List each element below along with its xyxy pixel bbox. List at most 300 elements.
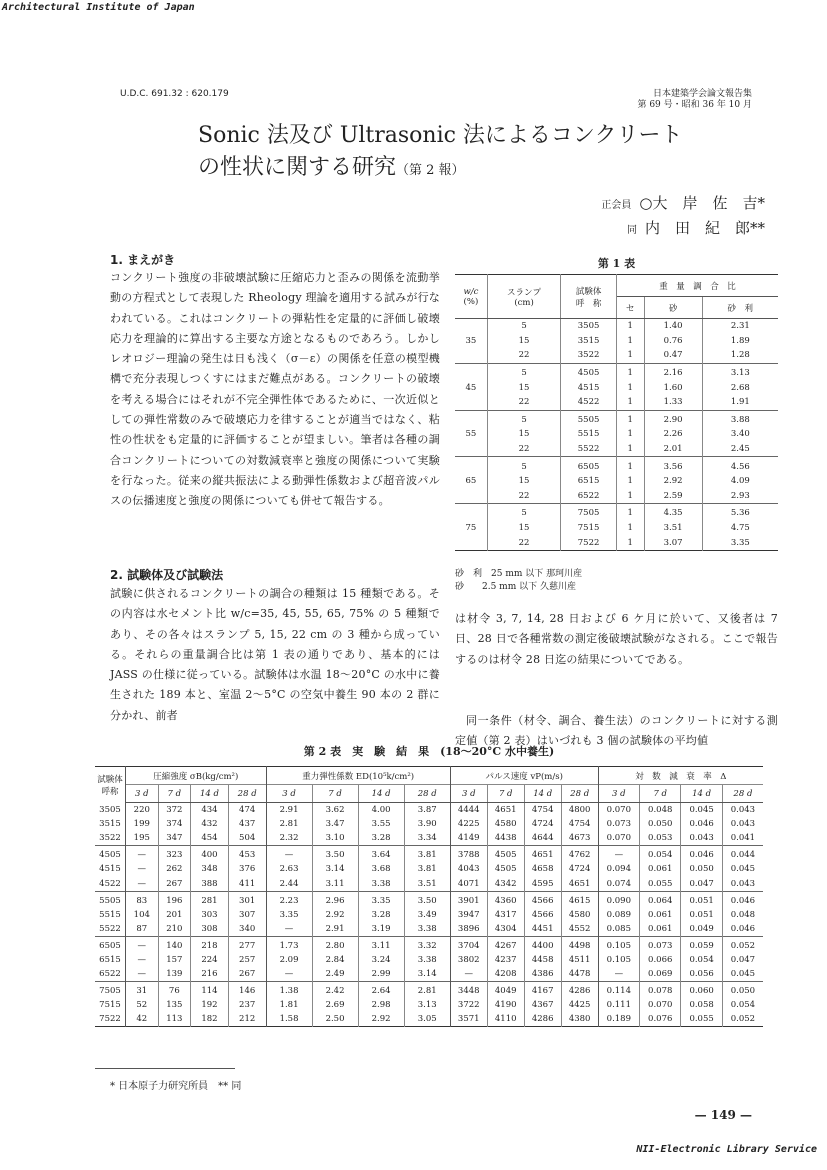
table-cell: 0.069 (640, 967, 681, 982)
table-row (455, 363, 778, 380)
table-cell: 3.38 (404, 953, 450, 967)
table-cell: 224 (191, 953, 229, 967)
table-cell: 3802 (450, 953, 487, 967)
table-cell: 1.91 (730, 397, 750, 408)
table-row (455, 319, 778, 334)
table-cell: 146 (228, 982, 266, 999)
day-header: 7 d (158, 785, 191, 803)
table-cell: 0.089 (598, 908, 639, 922)
table-cell: 218 (191, 936, 229, 953)
table-cell: 2.49 (312, 967, 358, 982)
table-cell: 3.11 (312, 876, 358, 891)
table-cell: 0.045 (730, 969, 756, 980)
table-cell: 0.074 (598, 876, 639, 891)
table-cell: 4049 (487, 982, 524, 999)
table-cell: 1.28 (730, 350, 750, 361)
title-line-1: Sonic 法及び Ultrasonic 法によるコンクリート (198, 123, 683, 148)
table-cell: 267 (158, 876, 191, 891)
table-cell: 348 (191, 862, 229, 876)
table-cell: 1 (616, 504, 644, 521)
table-cell: 140 (158, 936, 191, 953)
day-header: 7 d (487, 785, 524, 803)
table-cell: 4522 (561, 395, 617, 410)
page-number: — 149 — (694, 1108, 752, 1122)
table-cell: 3.13 (404, 998, 450, 1012)
table-cell: 3901 (450, 891, 487, 908)
table-cell: 2.50 (312, 1012, 358, 1027)
table-cell: 4754 (561, 817, 598, 831)
table-row (455, 521, 778, 536)
table-row (455, 380, 778, 395)
table-cell: 4595 (524, 876, 561, 891)
table-cell: 76 (158, 982, 191, 999)
table-cell: 4400 (524, 936, 561, 953)
table-cell: 4225 (450, 817, 487, 831)
table-cell: 0.046 (681, 846, 722, 863)
table-cell: 182 (191, 1012, 229, 1027)
note-gravel: 砂 利 25 mm 以下 那珂川産 (455, 569, 583, 579)
table-cell: 1 (616, 348, 644, 363)
table-cell: 15 (487, 334, 560, 349)
table-cell: 1 (616, 535, 644, 550)
table-cell: 0.094 (598, 862, 639, 876)
table-cell: 4658 (524, 862, 561, 876)
table-cell: 0.090 (598, 891, 639, 908)
specimen-cell: 6522 (95, 967, 126, 982)
table-row (455, 442, 778, 457)
table-row (455, 410, 778, 427)
table-cell: 0.051 (681, 908, 722, 922)
table-cell: 2.90 (644, 410, 702, 427)
table-cell: 4651 (487, 803, 524, 818)
table-cell: 4451 (524, 922, 561, 937)
table-cell: 3896 (450, 922, 487, 937)
table-cell: 2.44 (266, 876, 312, 891)
table-cell: 4267 (487, 936, 524, 953)
table-cell: 0.052 (722, 936, 763, 953)
table-row (95, 967, 763, 982)
table-cell: 1 (616, 427, 644, 442)
table-cell: 4754 (524, 803, 561, 818)
table-cell: 4615 (561, 891, 598, 908)
table-cell: 3.34 (404, 831, 450, 846)
footnote-rule (95, 1068, 235, 1069)
table-cell: 474 (228, 803, 266, 818)
table-cell: — (266, 967, 312, 982)
table-cell: 216 (191, 967, 229, 982)
table-cell: 3505 (561, 319, 617, 334)
table-cell: 3.38 (404, 922, 450, 937)
table-cell: 4.09 (730, 476, 750, 487)
table-cell: 0.054 (681, 953, 722, 967)
table-cell: 5 (487, 363, 560, 380)
day-header: 3 d (598, 785, 639, 803)
table-cell: 0.47 (644, 348, 702, 363)
table-cell: 3.14 (404, 967, 450, 982)
table-cell: 1.73 (266, 936, 312, 953)
table-cell: 0.049 (681, 922, 722, 937)
table-cell: 3.11 (358, 936, 404, 953)
table-cell: 0.114 (598, 982, 639, 999)
table-cell: 323 (158, 846, 191, 863)
table-cell: 4515 (561, 380, 617, 395)
table-cell: 1 (616, 363, 644, 380)
table-cell: 2.81 (266, 817, 312, 831)
table-cell: 432 (191, 817, 229, 831)
table-row (95, 982, 763, 999)
table-cell: 372 (158, 803, 191, 818)
table-cell: 4286 (524, 1012, 561, 1027)
table-cell: 0.048 (640, 803, 681, 818)
table-2-caption: 第 2 表 実 験 結 果 (18～20°C 水中養生) (303, 745, 555, 758)
section-2-title: 2. 試験体及び試験法 (110, 568, 224, 582)
table-cell: 3.35 (358, 891, 404, 908)
table-cell: 4580 (487, 817, 524, 831)
table-cell: 2.59 (644, 489, 702, 504)
table-cell: 2.98 (358, 998, 404, 1012)
specimen-cell: 5515 (95, 908, 126, 922)
author-role: 正会員 (601, 200, 632, 211)
table-cell: 3.05 (404, 1012, 450, 1027)
table-cell: 4190 (487, 998, 524, 1012)
table-cell: 7515 (561, 521, 617, 536)
table-cell: 2.92 (312, 908, 358, 922)
table-cell: 3.81 (404, 846, 450, 863)
table-cell: 2.93 (730, 490, 750, 501)
table-cell: 1 (616, 457, 644, 474)
table-cell: 22 (487, 535, 560, 550)
table-cell: 1 (616, 521, 644, 536)
table-cell: 308 (191, 922, 229, 937)
table-row (95, 922, 763, 937)
table-cell: 0.070 (598, 831, 639, 846)
table-cell: 2.31 (730, 321, 750, 332)
table-cell: 340 (228, 922, 266, 937)
table-cell: 22 (487, 348, 560, 363)
table-cell: 0.050 (640, 817, 681, 831)
table-row (95, 846, 763, 863)
specimen-cell: 5505 (95, 891, 126, 908)
table-cell: 5 (487, 410, 560, 427)
table-cell: 2.32 (266, 831, 312, 846)
table-cell: 4167 (524, 982, 561, 999)
table-cell: 2.91 (266, 803, 312, 818)
table-row (95, 891, 763, 908)
table-cell: 4505 (487, 846, 524, 863)
table-cell: 0.076 (640, 1012, 681, 1027)
table-cell: 4425 (561, 998, 598, 1012)
table-cell: 4386 (524, 967, 561, 982)
table-cell: 201 (158, 908, 191, 922)
table-cell: 2.63 (266, 862, 312, 876)
table-cell: 3.87 (404, 803, 450, 818)
specimen-cell: 7505 (95, 982, 126, 999)
day-header: 28 d (561, 785, 598, 803)
table-cell: 0.056 (681, 967, 722, 982)
table-cell: 2.09 (266, 953, 312, 967)
table-cell: 4724 (561, 862, 598, 876)
table-cell: 7505 (561, 504, 617, 521)
table-cell: 3.47 (312, 817, 358, 831)
table-cell: 5 (487, 504, 560, 521)
table-cell: 4505 (561, 363, 617, 380)
table-cell: 4286 (561, 982, 598, 999)
table-row (95, 998, 763, 1012)
table-cell: 262 (158, 862, 191, 876)
udc-code: U.D.C. 691.32 : 620.179 (120, 89, 229, 99)
table-cell: 3.64 (358, 846, 404, 863)
table-cell: 6505 (561, 457, 617, 474)
table-cell: 5.36 (702, 504, 778, 521)
table-cell: 3.38 (358, 876, 404, 891)
title-subtitle: （第 2 報） (396, 163, 465, 178)
table-cell: 3.81 (404, 862, 450, 876)
table-cell: 22 (487, 442, 560, 457)
col-compressive: 圧縮強度 σB(kg/cm²) (126, 767, 267, 785)
paper-title (198, 120, 683, 187)
table-cell: 2.68 (730, 382, 750, 393)
table-cell: 0.045 (681, 803, 722, 818)
table-cell: 4342 (487, 876, 524, 891)
table-cell: 2.26 (644, 427, 702, 442)
table-cell: — (450, 967, 487, 982)
specimen-cell: 4515 (95, 862, 126, 876)
table-cell: 4651 (561, 876, 598, 891)
wc-cell: 45 (455, 363, 487, 410)
table-cell: 4149 (450, 831, 487, 846)
section-1-title: 1. まえがき (110, 253, 176, 267)
table-cell: 4673 (561, 831, 598, 846)
table-cell: 0.105 (598, 953, 639, 967)
table-cell: 0.051 (681, 891, 722, 908)
table-cell: 411 (228, 876, 266, 891)
table-cell: 4566 (524, 891, 561, 908)
table-cell: 6522 (561, 489, 617, 504)
table-cell: 1.38 (266, 982, 312, 999)
table-cell: 453 (228, 846, 266, 863)
table-cell: 4651 (524, 846, 561, 863)
table-cell: 139 (158, 967, 191, 982)
footnote: * 日本原子力研究所員 ** 同 (110, 1081, 242, 1092)
table-cell: 0.055 (681, 1012, 722, 1027)
col-slump: スランプ (cm) (487, 275, 560, 319)
right-body-2: 同一条件（材令、調合、養生法）のコンクリートに対する測定値（第 2 表）はいづれも 3 個の試験体の平均値 (455, 714, 778, 748)
table-cell: 4380 (561, 1012, 598, 1027)
table-cell: 0.061 (640, 922, 681, 937)
author-name: ○大 岸 佐 吉* (639, 194, 765, 212)
table-cell: 2.23 (266, 891, 312, 908)
table-cell: 2.96 (312, 891, 358, 908)
table-cell: 3.28 (358, 908, 404, 922)
table-cell: 3.90 (404, 817, 450, 831)
table-cell: 3722 (450, 998, 487, 1012)
table-cell: 4458 (524, 953, 561, 967)
table-cell: 0.76 (644, 334, 702, 349)
table-cell: 2.01 (644, 442, 702, 457)
table-cell: 3.32 (404, 936, 450, 953)
table-cell: 0.054 (730, 1000, 756, 1011)
table-cell: 0.066 (640, 953, 681, 967)
wc-cell: 35 (455, 319, 487, 364)
table-cell: 157 (158, 953, 191, 967)
table-cell: 1.40 (644, 319, 702, 334)
table-cell: 0.070 (598, 803, 639, 818)
table-cell: 0.064 (640, 891, 681, 908)
table-cell: 4478 (561, 967, 598, 982)
table-cell: 303 (191, 908, 229, 922)
table-cell: 3.51 (644, 521, 702, 536)
table-cell: 267 (228, 967, 266, 982)
table-cell: 0.052 (730, 1014, 756, 1025)
table-cell: 1.58 (266, 1012, 312, 1027)
specimen-cell: 6505 (95, 936, 126, 953)
table-cell: 3.88 (702, 410, 778, 427)
table-cell: 0.047 (730, 954, 756, 965)
table-cell: 0.046 (730, 923, 756, 934)
author-role: 同 (626, 225, 637, 236)
table-cell: 281 (191, 891, 229, 908)
table-cell: 3.24 (358, 953, 404, 967)
table-cell: 0.054 (640, 846, 681, 863)
day-header: 3 d (126, 785, 159, 803)
table-cell: 4644 (524, 831, 561, 846)
specimen-cell: 6515 (95, 953, 126, 967)
col-decrement: 対 数 減 衰 率 Δ (635, 771, 727, 782)
table-cell: 0.059 (681, 936, 722, 953)
table-cell: 3.28 (358, 831, 404, 846)
table-row (455, 348, 778, 363)
table-cell: 3571 (450, 1012, 487, 1027)
table-cell: 237 (228, 998, 266, 1012)
table-cell: 307 (228, 908, 266, 922)
table-row (455, 489, 778, 504)
table-cell: 4317 (487, 908, 524, 922)
table-cell: 0.046 (722, 891, 763, 908)
table-cell: 5515 (561, 427, 617, 442)
specimen-cell: 4522 (95, 876, 126, 891)
table-cell: 4566 (524, 908, 561, 922)
table-cell: 0.043 (681, 831, 722, 846)
table-cell: 2.92 (644, 474, 702, 489)
day-header: 14 d (524, 785, 561, 803)
table-cell: 0.045 (730, 864, 756, 875)
table-cell: 2.16 (644, 363, 702, 380)
table-row (455, 427, 778, 442)
table-cell: 4208 (487, 967, 524, 982)
table-cell: 3448 (450, 982, 487, 999)
table-cell: 3947 (450, 908, 487, 922)
table-cell: — (266, 846, 312, 863)
table-cell: 87 (126, 922, 159, 937)
table-row (455, 395, 778, 410)
table-cell: 1.60 (644, 380, 702, 395)
table-cell: 0.046 (681, 817, 722, 831)
table-cell: 4110 (487, 1012, 524, 1027)
table-cell: — (126, 953, 159, 967)
table-cell: 3.50 (404, 891, 450, 908)
table-cell: 0.189 (598, 1012, 639, 1027)
table-cell: 3.62 (312, 803, 358, 818)
table-cell: 3704 (450, 936, 487, 953)
table-cell: 1 (616, 319, 644, 334)
day-header: 3 d (450, 785, 487, 803)
table-cell: 4360 (487, 891, 524, 908)
table-1 (455, 274, 778, 551)
day-header: 28 d (722, 785, 763, 803)
journal-name: 日本建築学会論文報告集 (652, 89, 752, 99)
table-cell: — (266, 922, 312, 937)
table-cell: 22 (487, 489, 560, 504)
table-row (95, 817, 763, 831)
table-cell: 5505 (561, 410, 617, 427)
table-cell: 347 (158, 831, 191, 846)
table-cell: 4724 (524, 817, 561, 831)
table-cell: 437 (228, 817, 266, 831)
table-row (455, 474, 778, 489)
table-cell: — (126, 846, 159, 863)
author-2 (627, 217, 765, 238)
table-row (95, 803, 763, 818)
table-cell: 4.75 (730, 523, 750, 534)
table-cell: 0.061 (640, 862, 681, 876)
table-cell: 257 (228, 953, 266, 967)
table-cell: 4505 (487, 862, 524, 876)
table-cell: 374 (158, 817, 191, 831)
table-cell: 4367 (524, 998, 561, 1012)
table-cell: 195 (126, 831, 159, 846)
table-cell: 0.085 (598, 922, 639, 937)
col-specimen: 試験体呼称 (95, 767, 126, 803)
col-cement: セ (616, 297, 644, 319)
table-cell: 3.19 (358, 922, 404, 937)
day-header: 7 d (640, 785, 681, 803)
table-cell: 2.92 (358, 1012, 404, 1027)
table-cell: 1.89 (730, 335, 750, 346)
table-cell: 4237 (487, 953, 524, 967)
table-cell: 1 (616, 380, 644, 395)
table-row (95, 908, 763, 922)
table-cell: 3.35 (266, 908, 312, 922)
table-cell: 0.111 (598, 998, 639, 1012)
author-name: 内 田 紀 郎** (644, 219, 765, 237)
table-cell: 3.35 (730, 537, 750, 548)
table-cell: 0.078 (640, 982, 681, 999)
table-cell: 2.99 (358, 967, 404, 982)
table-cell: 0.070 (640, 998, 681, 1012)
table-cell: 5522 (561, 442, 617, 457)
table-cell: 2.91 (312, 922, 358, 937)
table-cell: 4438 (487, 831, 524, 846)
title-line-2: の性状に関する研究 (198, 155, 397, 180)
table-cell: 0.053 (640, 831, 681, 846)
table-cell: 199 (126, 817, 159, 831)
table-cell: 277 (228, 936, 266, 953)
table-cell: 3.14 (312, 862, 358, 876)
table-cell: 0.073 (640, 936, 681, 953)
table-cell: 0.105 (598, 936, 639, 953)
table-cell: 0.058 (681, 998, 722, 1012)
table-row (455, 334, 778, 349)
table-cell: 2.42 (312, 982, 358, 999)
table-cell: 42 (126, 1012, 159, 1027)
table-cell: 15 (487, 474, 560, 489)
table-cell: 2.45 (730, 444, 750, 455)
table-cell: 7522 (561, 535, 617, 550)
table-cell: 22 (487, 395, 560, 410)
table-cell: 4.00 (358, 803, 404, 818)
table-cell: 114 (191, 982, 229, 999)
table-cell: 113 (158, 1012, 191, 1027)
